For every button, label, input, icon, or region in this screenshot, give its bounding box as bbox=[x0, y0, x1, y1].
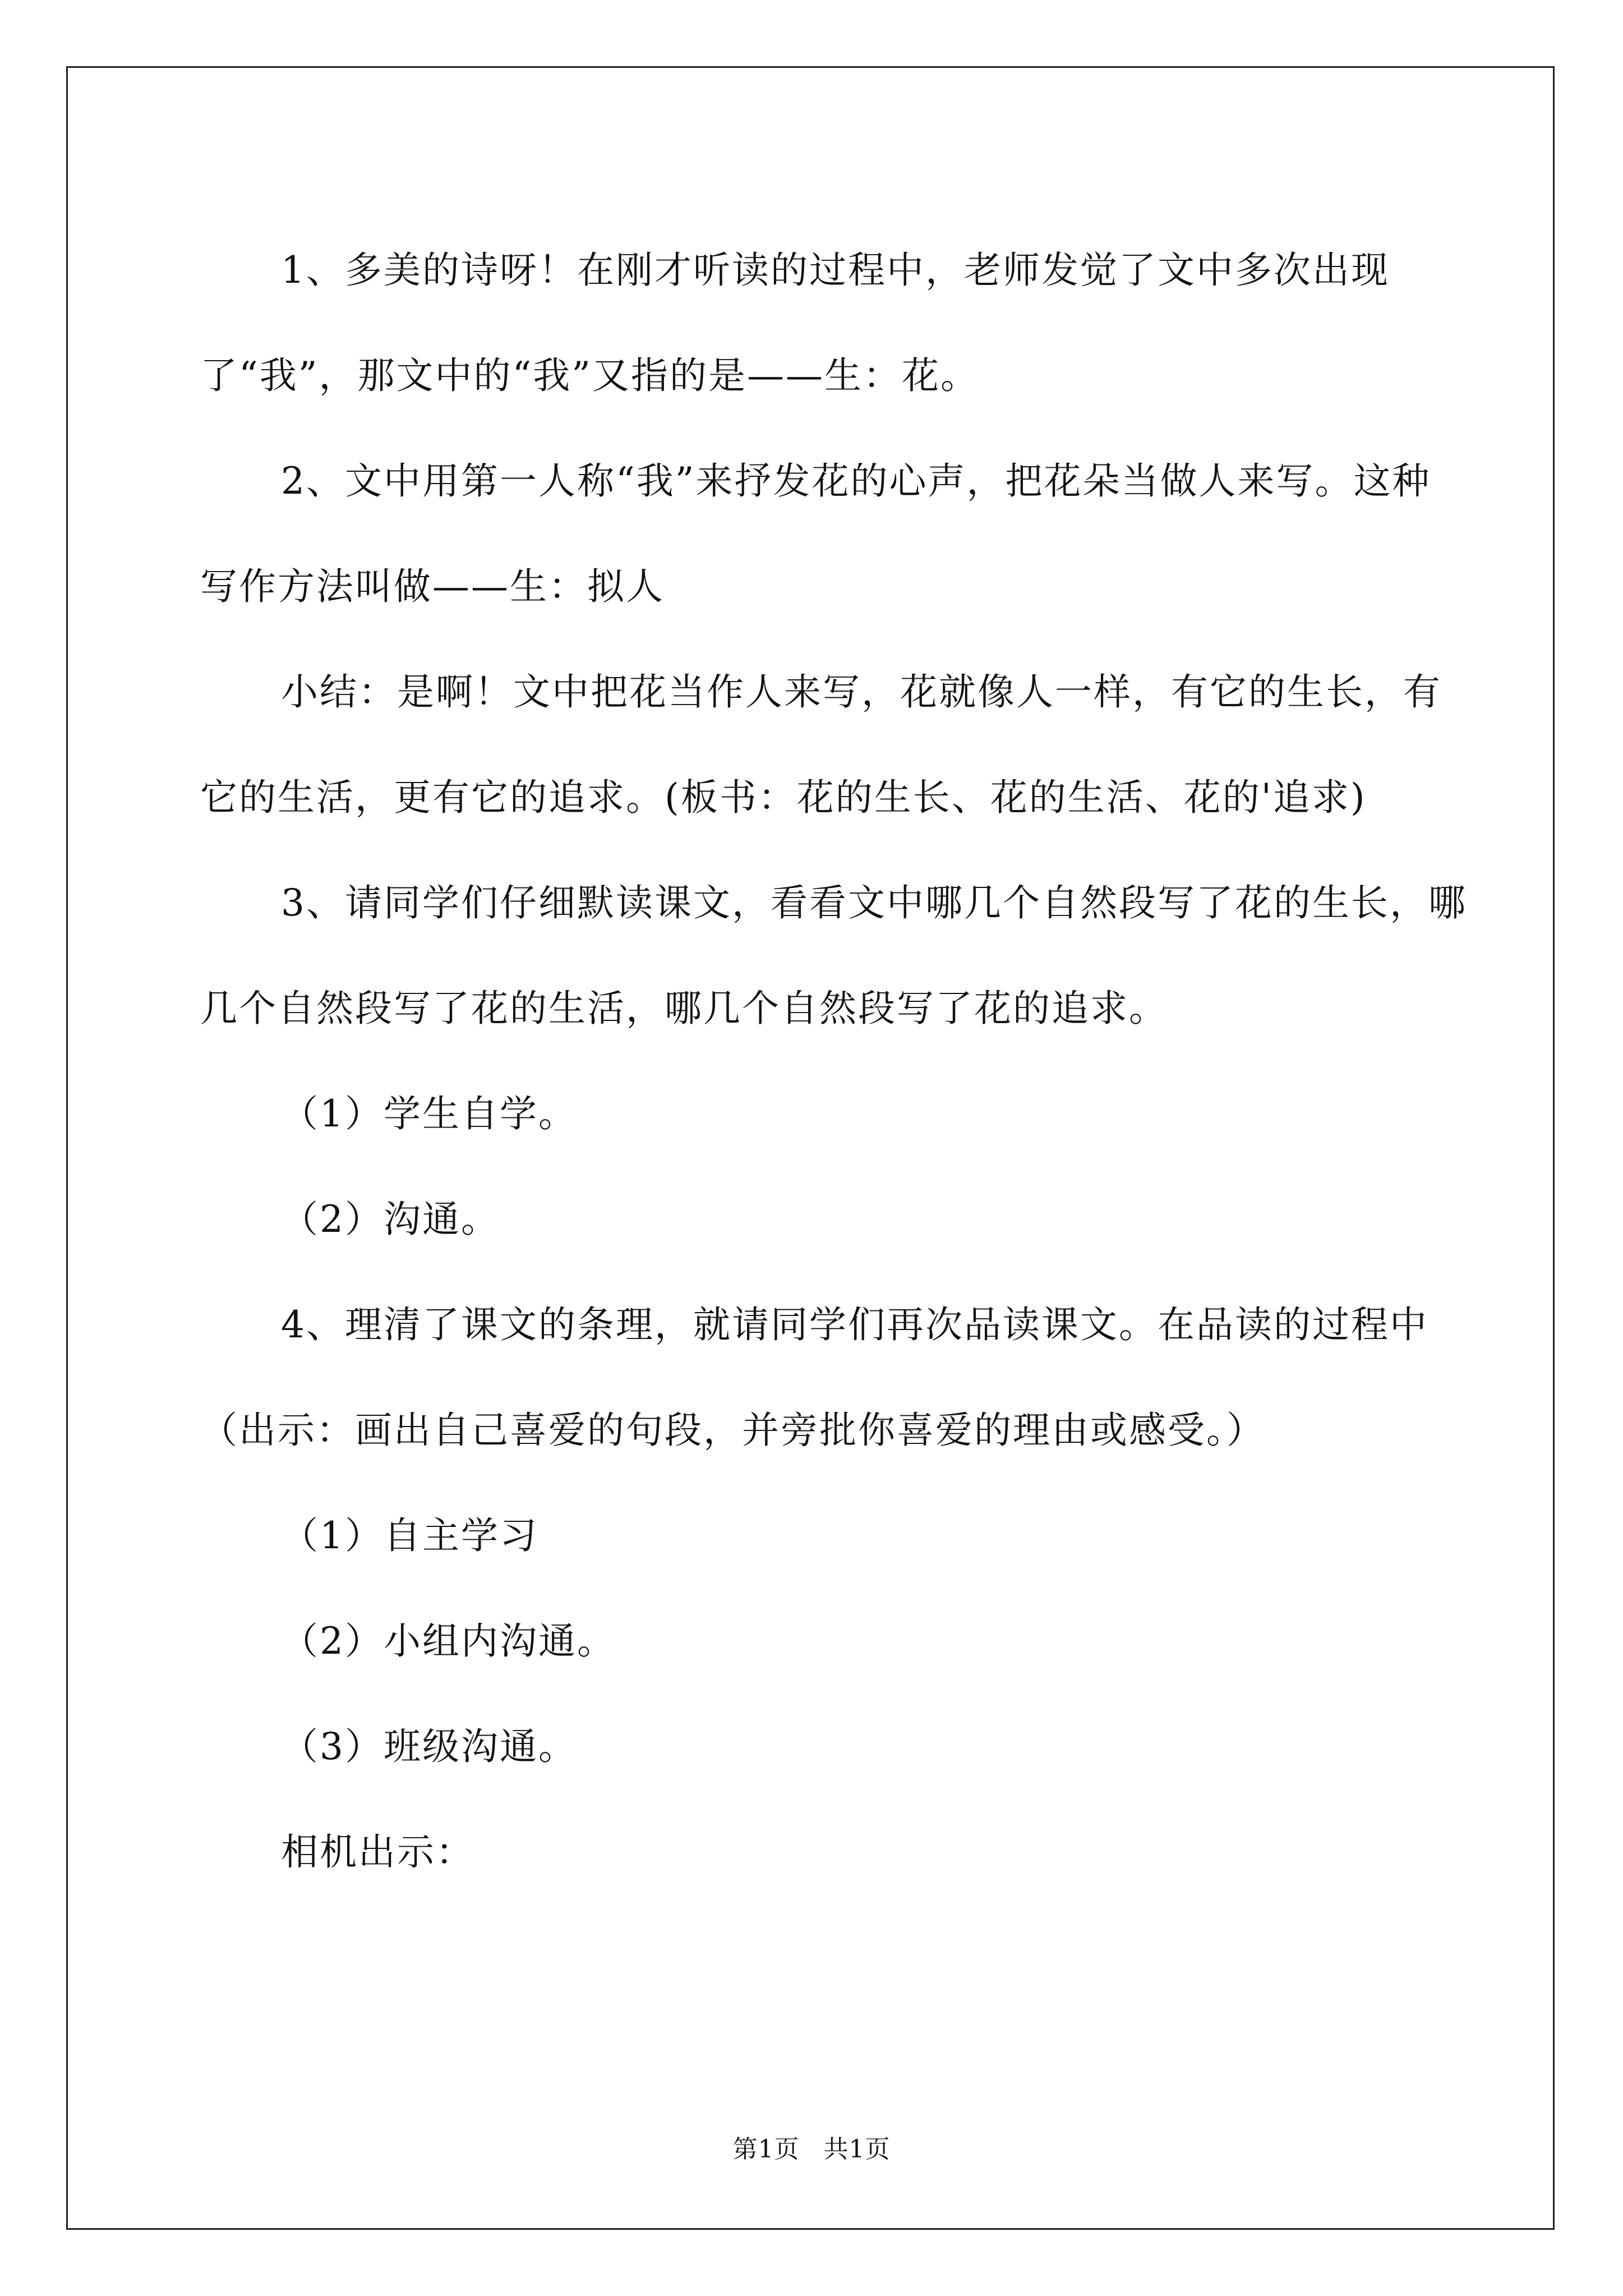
paragraph: 4、理清了课文的条理，就请同学们再次品读课文。在品读的过程中（出示：画出自己喜爱的句段，并旁批你喜爱的理由或感受。） bbox=[200, 1303, 1428, 1452]
paragraph: （1）自主学习 bbox=[281, 1514, 538, 1557]
paragraph: 2、文中用第一人称“我”来抒发花的心声，把花朵当做人来写。这种写作方法叫做——生：拟人 bbox=[200, 459, 1431, 608]
paragraph: 3、请同学们仔细默读课文，看看文中哪几个自然段写了花的生长，哪几个自然段写了花的生活，哪几个自然段写了花的追求。 bbox=[200, 881, 1467, 1030]
paragraph: 相机出示： bbox=[281, 1830, 474, 1874]
paragraph: 1、多美的诗呀！在刚才听读的过程中，老师发觉了文中多次出现了“我”，那文中的“我”又指的是——生：花。 bbox=[200, 249, 1390, 397]
paragraph: （2）沟通。 bbox=[281, 1198, 500, 1241]
paragraph: （2）小组内沟通。 bbox=[281, 1619, 616, 1663]
page-footer bbox=[0, 2129, 1623, 2165]
page-number-total: 共1页 bbox=[823, 2135, 891, 2164]
document-body bbox=[200, 218, 1468, 1905]
page-number-current: 第1页 bbox=[732, 2135, 800, 2164]
paragraph: 小结：是啊！文中把花当作人来写，花就像人一样，有它的生长，有它的生活，更有它的追求。(板书：花的生长、花的生活、花的'追求) bbox=[200, 670, 1442, 819]
paragraph: （3）班级沟通。 bbox=[281, 1725, 577, 1768]
paragraph: （1）学生自学。 bbox=[281, 1092, 577, 1135]
